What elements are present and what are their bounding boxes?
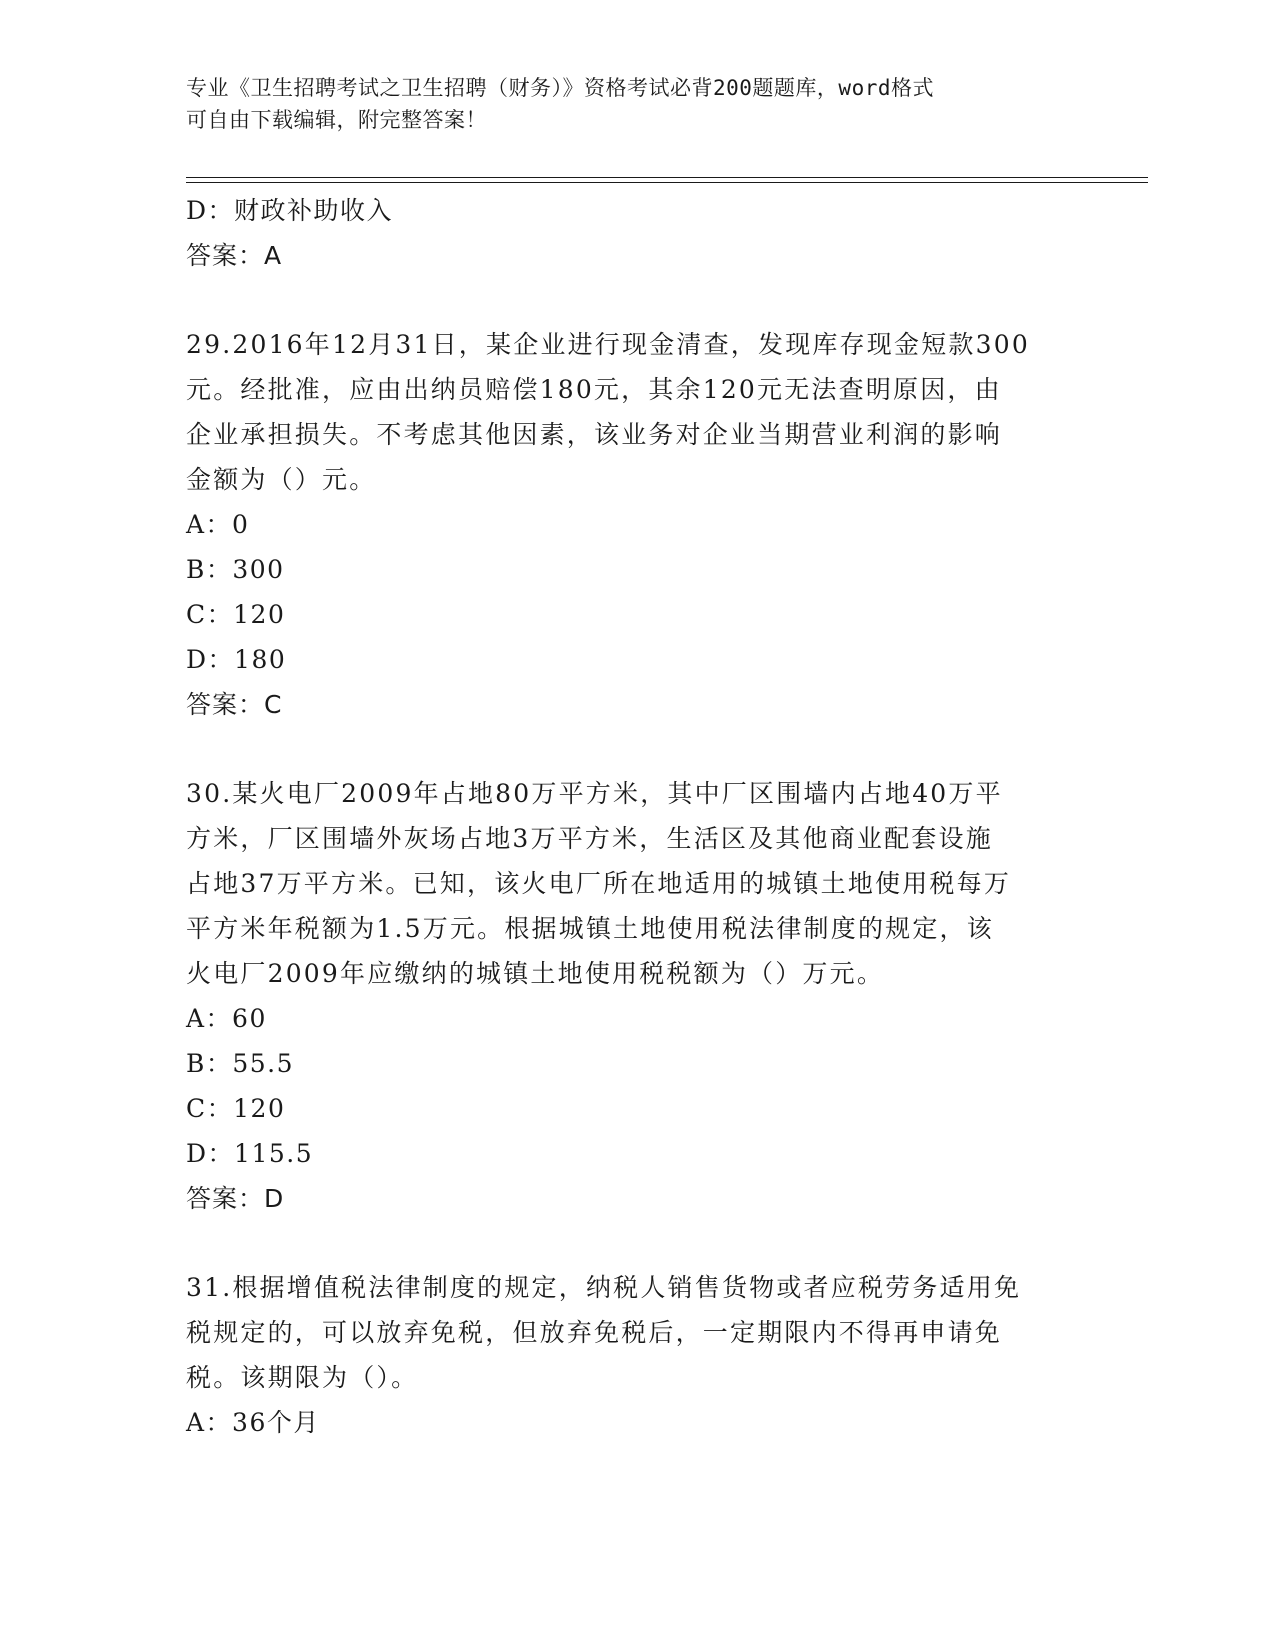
question-line: 占地37万平方米。已知，该火电厂所在地适用的城镇土地使用税每万 [186, 869, 1012, 898]
option-a: A：60 [186, 1004, 267, 1033]
option-b: B：300 [186, 555, 285, 584]
question-line: 金额为（）元。 [186, 465, 377, 494]
header-line: 可自由下载编辑，附完整答案！ [186, 108, 487, 132]
question-text [186, 322, 1066, 502]
question-line: 30.某火电厂2009年占地80万平方米，其中厂区围墙内占地40万平 [186, 779, 1003, 808]
option-a: A：0 [186, 510, 250, 539]
question-29 [186, 322, 1066, 727]
answer-line: 答案：C [186, 690, 283, 719]
option-c: C：120 [186, 1094, 286, 1123]
option-a: A：36个月 [186, 1408, 320, 1437]
spacer [186, 727, 1066, 771]
option-d: D：115.5 [186, 1139, 314, 1168]
answer-line: 答案：A [186, 241, 283, 270]
question-line: 元。经批准，应由出纳员赔偿180元，其余120元无法查明原因，由 [186, 375, 1002, 404]
option-d: D：180 [186, 645, 287, 674]
answer-line: 答案：D [186, 1184, 285, 1213]
question-line: 31.根据增值税法律制度的规定，纳税人销售货物或者应税劳务适用免 [186, 1273, 1022, 1302]
question-line: 方米，厂区围墙外灰场占地3万平方米，生活区及其他商业配套设施 [186, 824, 993, 853]
header-line: 专业《卫生招聘考试之卫生招聘（财务）》资格考试必背200题题库，word格式 [186, 76, 934, 100]
previous-question-tail [186, 188, 1066, 278]
spacer [186, 1221, 1066, 1265]
document-body [186, 188, 1066, 1445]
question-line: 29.2016年12月31日，某企业进行现金清查，发现库存现金短款300 [186, 330, 1030, 359]
header-divider [186, 177, 1148, 178]
question-31 [186, 1265, 1066, 1445]
option-b: B：55.5 [186, 1049, 295, 1078]
question-line: 税规定的，可以放弃免税，但放弃免税后，一定期限内不得再申请免 [186, 1318, 1003, 1347]
question-text [186, 771, 1066, 996]
option-d: D：财政补助收入 [186, 196, 394, 225]
spacer [186, 278, 1066, 322]
document-header [186, 72, 1066, 136]
option-c: C：120 [186, 600, 286, 629]
question-line: 平方米年税额为1.5万元。根据城镇土地使用税法律制度的规定，该 [186, 914, 994, 943]
question-line: 企业承担损失。不考虑其他因素，该业务对企业当期营业利润的影响 [186, 420, 1003, 449]
question-line: 火电厂2009年应缴纳的城镇土地使用税税额为（）万元。 [186, 959, 885, 988]
question-line: 税。该期限为（）。 [186, 1363, 419, 1392]
header-divider [186, 182, 1148, 183]
question-text [186, 1265, 1066, 1400]
question-30 [186, 771, 1066, 1221]
